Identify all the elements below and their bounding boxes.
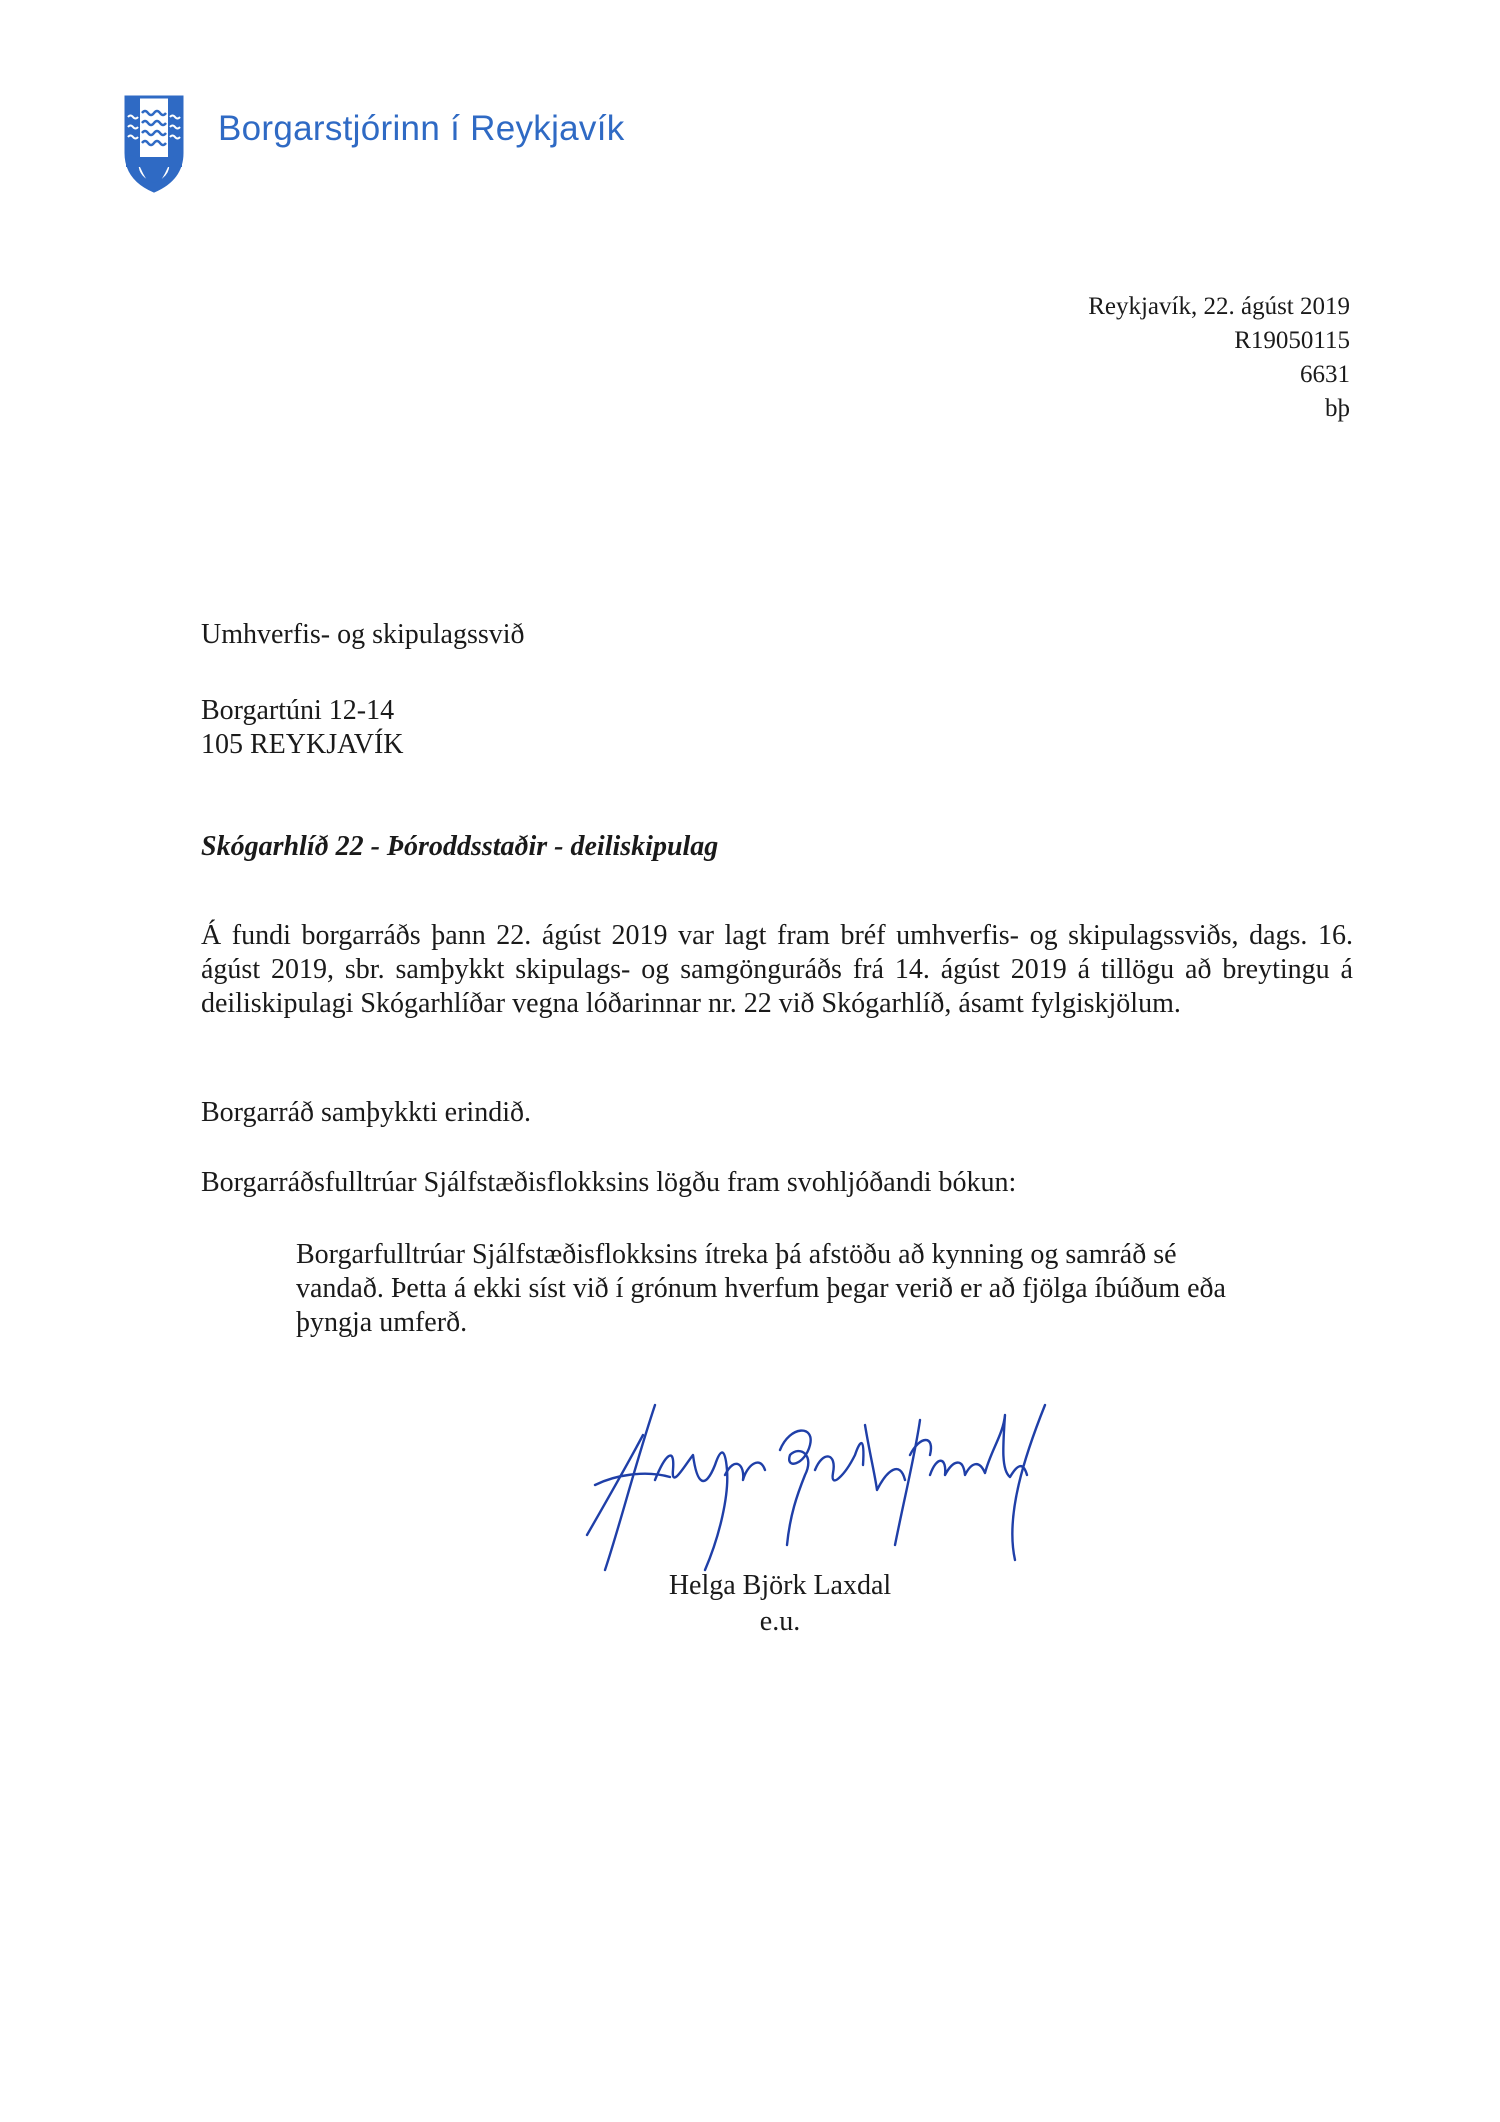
recipient-street: Borgartúni 12-14 bbox=[201, 695, 395, 726]
case-number: R19050115 bbox=[1234, 327, 1350, 354]
signer-suffix: e.u. bbox=[759, 1606, 801, 1637]
body-paragraph-meeting: Á fundi borgarráðs þann 22. ágúst 2019 var lagt fram bréf umhverfis- og skipulagssviðs, dags. 16. ágúst 2019, sbr. samþykkt skipulags- og samgönguráðs frá 14. ágúst 2019 á tillögu að breytingu á deiliskipulagi Skógarhlíðar vegna lóðarinnar nr. 22 við Skógarhlíð, ásamt fylgiskjölum. bbox=[201, 920, 1353, 1019]
document-number: 6631 bbox=[1300, 361, 1350, 388]
place-date: Reykjavík, 22. ágúst 2019 bbox=[1088, 293, 1350, 320]
recipient-address bbox=[201, 694, 404, 762]
author-initials: bþ bbox=[1325, 395, 1350, 422]
handwritten-signature bbox=[575, 1395, 1075, 1575]
statement-quote bbox=[296, 1238, 1316, 1340]
quote-line: vandað. Þetta á ekki síst við í grónum hverfum þegar verið er að fjölga íbúðum eða bbox=[296, 1273, 1226, 1304]
signer-block bbox=[650, 1568, 910, 1640]
body-paragraph-approval: Borgarráð samþykkti erindið. bbox=[201, 1097, 531, 1128]
organization-name: Borgarstjórinn í Reykjavík bbox=[218, 109, 625, 148]
body-paragraph-intro-statement: Borgarráðsfulltrúar Sjálfstæðisflokksins lögðu fram svohljóðandi bókun: bbox=[201, 1167, 1017, 1198]
quote-line: Borgarfulltrúar Sjálfstæðisflokksins ítreka þá afstöðu að kynning og samráð sé bbox=[296, 1239, 1177, 1270]
reference-block bbox=[1088, 290, 1350, 426]
signer-name: Helga Björk Laxdal bbox=[668, 1570, 892, 1601]
quote-line: þyngja umferð. bbox=[296, 1307, 468, 1338]
recipient-name: Umhverfis- og skipulagssvið bbox=[201, 619, 525, 650]
reykjavik-crest-icon bbox=[124, 95, 184, 193]
recipient-city: 105 REYKJAVÍK bbox=[201, 729, 404, 760]
subject-line: Skógarhlíð 22 - Þóroddsstaðir - deiliskipulag bbox=[201, 831, 719, 862]
